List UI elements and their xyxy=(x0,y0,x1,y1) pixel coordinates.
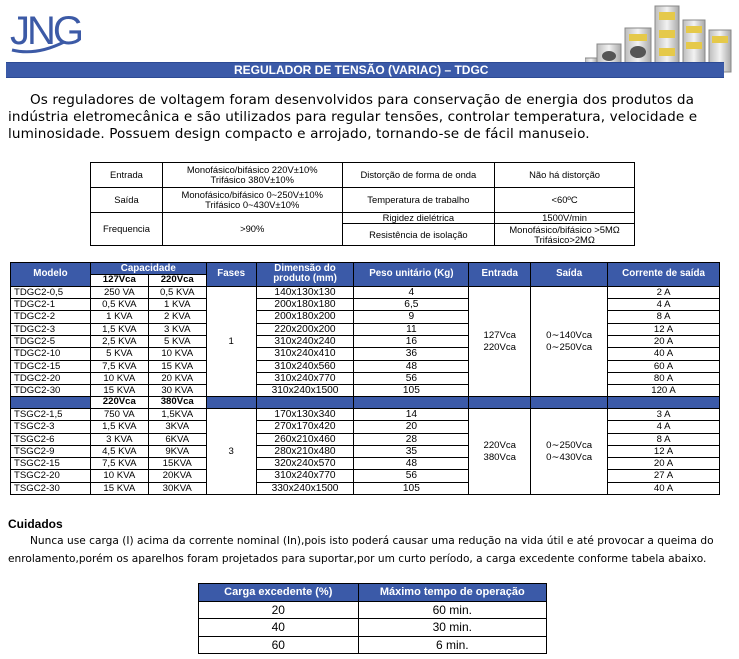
overload-carga-cell: 40 xyxy=(199,619,359,637)
capacity-a-cell: 1 KVA xyxy=(90,311,148,323)
page-title: REGULADOR DE TENSÃO (VARIAC) – TDGC xyxy=(234,63,489,77)
capacity-b-cell: 10 KVA xyxy=(148,348,206,360)
capacity-a-cell: 250 VA xyxy=(90,286,148,298)
table-row xyxy=(11,458,720,470)
overload-tempo-cell: 30 min. xyxy=(358,619,546,637)
capacity-b-cell: 3 KVA xyxy=(148,323,206,335)
capacity-b-cell: 2 KVA xyxy=(148,311,206,323)
spec-entrada-value xyxy=(162,163,342,188)
dimension-cell: 310x240x770 xyxy=(256,470,354,482)
entrada-line1: 220Vca xyxy=(483,440,517,452)
capacity-b-cell: 20 KVA xyxy=(148,372,206,384)
capacity-b-cell: 20KVA xyxy=(148,470,206,482)
dimension-cell: 200x180x180 xyxy=(256,299,354,311)
entrada-cell xyxy=(469,408,531,494)
model-cell: TSGC2-1,5 xyxy=(11,408,91,420)
weight-cell: 56 xyxy=(354,470,469,482)
capacity-a-cell: 1,5 KVA xyxy=(90,323,148,335)
spec-entrada-line2: Trifásico 380V±10% xyxy=(210,174,294,185)
capacity-b-cell: 6KVA xyxy=(148,433,206,445)
table-row xyxy=(11,433,720,445)
table-row xyxy=(11,335,720,347)
table-row xyxy=(11,408,720,420)
spec-isolacao-line1: Monofásico/bifásico >5MΩ xyxy=(509,223,620,235)
capacity-b-cell: 15 KVA xyxy=(148,360,206,372)
title-bar xyxy=(6,62,724,78)
capacity-b-cell: 9KVA xyxy=(148,445,206,457)
product-table xyxy=(10,262,720,495)
model-cell: TDGC2-30 xyxy=(11,385,91,397)
table-row xyxy=(11,348,720,360)
table-row xyxy=(11,323,720,335)
capacity-a-cell: 7,5 KVA xyxy=(90,458,148,470)
header-saida: Saída xyxy=(531,263,608,287)
header-fases: Fases xyxy=(206,263,256,287)
intro-paragraph: Os reguladores de voltagem foram desenvolvidos para conservação de energia dos produtos da indústria eletromecânica e são utilizados para regular tensões, controlar temperatura, velocidade e luminosidade. Possuem design compacto e arrojado, tornando-se de fácil manuseio. xyxy=(8,92,698,142)
spec-freq-label: Frequencia xyxy=(91,213,163,246)
spec-saida-label: Saída xyxy=(91,188,163,213)
model-cell: TSGC2-3 xyxy=(11,421,91,433)
weight-cell: 105 xyxy=(354,482,469,494)
dimension-cell: 280x210x480 xyxy=(256,445,354,457)
table-row xyxy=(11,299,720,311)
overload-tempo-cell: 6 min. xyxy=(358,636,546,654)
capacity-a-cell: 2,5 KVA xyxy=(90,335,148,347)
model-cell: TDGC2-20 xyxy=(11,372,91,384)
spec-isolacao-label: Resistência de isolação xyxy=(342,224,495,246)
group1-rows xyxy=(11,286,720,397)
weight-cell: 9 xyxy=(354,311,469,323)
care-text: Nunca use carga (I) acima da corrente nominal (In),pois isto poderá causar uma redução na vida útil e até provocar a queima do enrolamento,porém os aparelhos foram projetados para suportar,por um curto período, a carga excedente conforme tabela abaixo. xyxy=(8,535,714,565)
overload-carga-cell: 60 xyxy=(199,636,359,654)
current-cell: 12 A xyxy=(608,445,720,457)
capacity-a-cell: 10 KVA xyxy=(90,470,148,482)
capacity-b-cell: 30KVA xyxy=(148,482,206,494)
capacity-a-cell: 3 KVA xyxy=(90,433,148,445)
header-modelo: Modelo xyxy=(11,263,91,287)
dimension-cell: 310x240x240 xyxy=(256,335,354,347)
dimension-cell: 310x240x560 xyxy=(256,360,354,372)
model-cell: TSGC2-30 xyxy=(11,482,91,494)
weight-cell: 28 xyxy=(354,433,469,445)
saida-cell xyxy=(531,408,608,494)
fases-cell: 3 xyxy=(206,408,256,494)
saida-line1: 0∼250Vca xyxy=(546,440,593,452)
saida-cell xyxy=(531,286,608,397)
care-title: Cuidados xyxy=(8,517,63,531)
current-cell: 4 A xyxy=(608,299,720,311)
capacity-b-cell: 15KVA xyxy=(148,458,206,470)
current-cell: 27 A xyxy=(608,470,720,482)
capacity-b-cell: 3KVA xyxy=(148,421,206,433)
spec-isolacao-line2: Trifásico>2MΩ xyxy=(534,233,595,245)
group2-rows xyxy=(11,408,720,494)
weight-cell: 48 xyxy=(354,360,469,372)
dimension-cell: 200x180x200 xyxy=(256,311,354,323)
spec-freq-value: >90% xyxy=(162,213,342,246)
weight-cell: 105 xyxy=(354,385,469,397)
spec-saida-value xyxy=(162,188,342,213)
overload-carga-cell: 20 xyxy=(199,601,359,619)
weight-cell: 56 xyxy=(354,372,469,384)
dimension-cell: 140x130x130 xyxy=(256,286,354,298)
overload-table xyxy=(198,583,547,654)
table-row xyxy=(11,372,720,384)
weight-cell: 35 xyxy=(354,445,469,457)
entrada-cell xyxy=(469,286,531,397)
capacity-b-cell: 1,5KVA xyxy=(148,408,206,420)
model-cell: TSGC2-20 xyxy=(11,470,91,482)
group2-subheader-row xyxy=(11,397,720,409)
spec-temp-label: Temperatura de trabalho xyxy=(342,188,495,213)
entrada-line2: 380Vca xyxy=(483,451,517,463)
table-row xyxy=(11,311,720,323)
weight-cell: 20 xyxy=(354,421,469,433)
current-cell: 20 A xyxy=(608,458,720,470)
table-row xyxy=(11,385,720,397)
header-dimensao-line2: produto (mm) xyxy=(273,273,337,285)
table-row xyxy=(11,360,720,372)
model-cell: TDGC2-5 xyxy=(11,335,91,347)
current-cell: 120 A xyxy=(608,385,720,397)
spec-rigidez-label: Rigidez dielétrica xyxy=(342,213,495,224)
spec-table xyxy=(90,162,635,246)
model-cell: TDGC2-3 xyxy=(11,323,91,335)
dimension-cell: 310x240x1500 xyxy=(256,385,354,397)
current-cell: 3 A xyxy=(608,408,720,420)
spec-rigidez-value: 1500V/min xyxy=(495,213,635,224)
weight-cell: 4 xyxy=(354,286,469,298)
capacity-b-cell: 30 KVA xyxy=(148,385,206,397)
spec-distorcao-label: Distorção de forma de onda xyxy=(342,163,495,188)
model-cell: TDGC2-10 xyxy=(11,348,91,360)
model-cell: TDGC2-2 xyxy=(11,311,91,323)
dimension-cell: 310x240x770 xyxy=(256,372,354,384)
model-cell: TDGC2-0,5 xyxy=(11,286,91,298)
capacity-b-cell: 5 KVA xyxy=(148,335,206,347)
dimension-cell: 220x200x200 xyxy=(256,323,354,335)
weight-cell: 11 xyxy=(354,323,469,335)
fases-cell: 1 xyxy=(206,286,256,397)
saida-line2: 0∼250Vca xyxy=(546,341,593,353)
capacity-a-cell: 1,5 KVA xyxy=(90,421,148,433)
brand-logo xyxy=(6,6,96,58)
current-cell: 2 A xyxy=(608,286,720,298)
weight-cell: 16 xyxy=(354,335,469,347)
group1-cap-a-header: 127Vca xyxy=(90,275,148,287)
weight-cell: 14 xyxy=(354,408,469,420)
current-cell: 80 A xyxy=(608,372,720,384)
dimension-cell: 330x240x1500 xyxy=(256,482,354,494)
spec-saida-line1: Monofásico/bifásico 0~250V±10% xyxy=(181,189,323,200)
table-row xyxy=(11,470,720,482)
spec-temp-value: <60ºC xyxy=(495,188,635,213)
overload-rows xyxy=(199,601,547,654)
table-row xyxy=(11,421,720,433)
header-capacidade: Capacidade xyxy=(90,263,206,275)
overload-row xyxy=(199,619,547,637)
current-cell: 20 A xyxy=(608,335,720,347)
header-dimensao-line1: Dimensão do xyxy=(274,263,336,275)
capacity-b-cell: 1 KVA xyxy=(148,299,206,311)
capacity-a-cell: 7,5 KVA xyxy=(90,360,148,372)
spec-isolacao-value xyxy=(495,224,635,246)
overload-header-carga: Carga excedente (%) xyxy=(199,584,359,602)
model-cell: TSGC2-15 xyxy=(11,458,91,470)
capacity-a-cell: 10 KVA xyxy=(90,372,148,384)
capacity-a-cell: 5 KVA xyxy=(90,348,148,360)
capacity-a-cell: 15 KVA xyxy=(90,385,148,397)
group1-cap-b-header: 220Vca xyxy=(148,275,206,287)
overload-row xyxy=(199,636,547,654)
capacity-a-cell: 750 VA xyxy=(90,408,148,420)
model-cell: TSGC2-9 xyxy=(11,445,91,457)
current-cell: 4 A xyxy=(608,421,720,433)
overload-header-tempo: Máximo tempo de operação xyxy=(358,584,546,602)
group2-cap-b-header: 380Vca xyxy=(148,397,206,409)
model-cell: TDGC2-15 xyxy=(11,360,91,372)
current-cell: 8 A xyxy=(608,433,720,445)
spec-entrada-label: Entrada xyxy=(91,163,163,188)
table-row xyxy=(11,286,720,298)
header-entrada: Entrada xyxy=(469,263,531,287)
header-dimensao xyxy=(256,263,354,287)
weight-cell: 36 xyxy=(354,348,469,360)
logo-text: JNG xyxy=(10,9,81,53)
dimension-cell: 270x170x420 xyxy=(256,421,354,433)
capacity-a-cell: 15 KVA xyxy=(90,482,148,494)
weight-cell: 6,5 xyxy=(354,299,469,311)
model-cell: TSGC2-6 xyxy=(11,433,91,445)
saida-line2: 0∼430Vca xyxy=(546,451,593,463)
capacity-a-cell: 4,5 KVA xyxy=(90,445,148,457)
capacity-a-cell: 0,5 KVA xyxy=(90,299,148,311)
capacity-b-cell: 0,5 KVA xyxy=(148,286,206,298)
header-corrente: Corrente de saída xyxy=(608,263,720,287)
entrada-line1: 127Vca xyxy=(483,330,517,342)
dimension-cell: 320x240x570 xyxy=(256,458,354,470)
table-row xyxy=(11,482,720,494)
current-cell: 40 A xyxy=(608,482,720,494)
header-peso: Peso unitário (Kg) xyxy=(354,263,469,287)
group2-cap-a-header: 220Vca xyxy=(90,397,148,409)
current-cell: 8 A xyxy=(608,311,720,323)
entrada-line2: 220Vca xyxy=(483,341,517,353)
weight-cell: 48 xyxy=(354,458,469,470)
current-cell: 60 A xyxy=(608,360,720,372)
spec-distorcao-value: Não há distorção xyxy=(495,163,635,188)
saida-line1: 0∼140Vca xyxy=(546,330,593,342)
model-cell: TDGC2-1 xyxy=(11,299,91,311)
current-cell: 40 A xyxy=(608,348,720,360)
dimension-cell: 170x130x340 xyxy=(256,408,354,420)
overload-tempo-cell: 60 min. xyxy=(358,601,546,619)
overload-row xyxy=(199,601,547,619)
current-cell: 12 A xyxy=(608,323,720,335)
dimension-cell: 310x240x410 xyxy=(256,348,354,360)
spec-saida-line2: Trifásico 0~430V±10% xyxy=(205,199,300,210)
table-row xyxy=(11,445,720,457)
dimension-cell: 260x210x460 xyxy=(256,433,354,445)
spec-entrada-line1: Monofásico/bifásico 220V±10% xyxy=(186,164,318,175)
